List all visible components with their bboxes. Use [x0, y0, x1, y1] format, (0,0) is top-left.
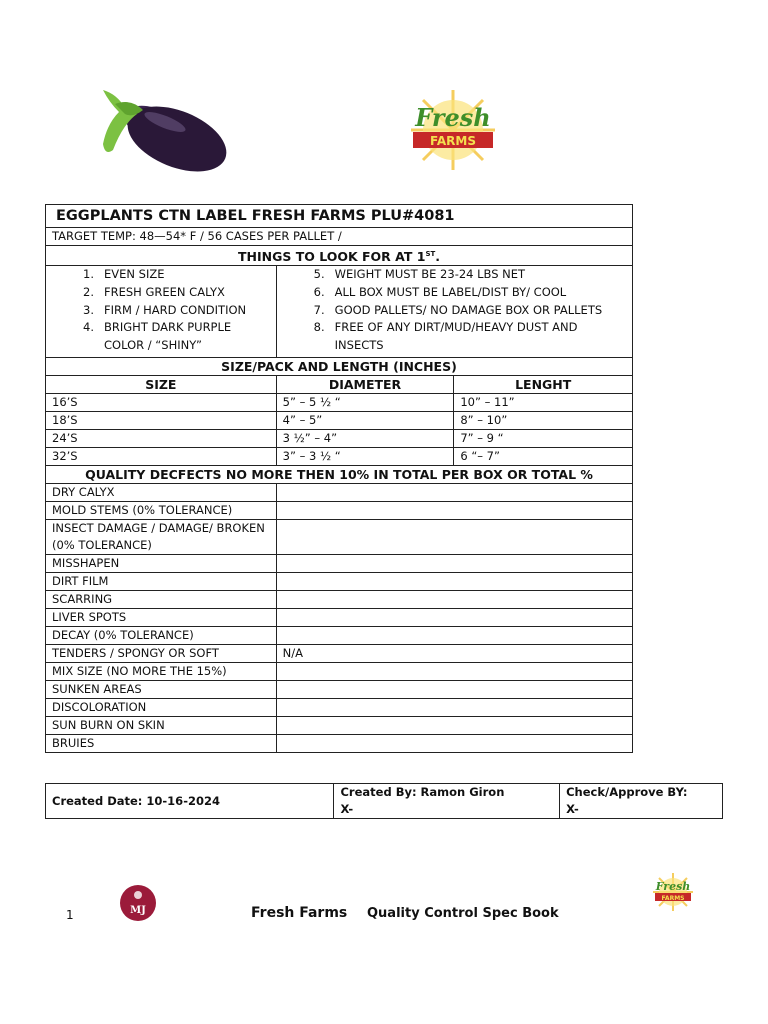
list-item: 1. EVEN SIZE	[83, 267, 165, 282]
defect-row: TENDERS / SPONGY OR SOFT N/A	[46, 644, 633, 662]
mj-text: MJ	[130, 905, 146, 916]
spec-title: EGGPLANTS CTN LABEL FRESH FARMS PLU#4081	[46, 205, 633, 228]
defect-row: DISCOLORATION	[46, 698, 633, 716]
defect-row: MOLD STEMS (0% TOLERANCE)	[46, 501, 633, 519]
defect-row: BRUIES	[46, 734, 633, 752]
size-col-header: SIZE	[46, 375, 277, 393]
fresh-farms-logo-small	[651, 872, 695, 912]
look-for-right	[276, 266, 632, 358]
defect-row: INSECT DAMAGE / DAMAGE/ BROKEN (0% TOLERANCE)	[46, 519, 633, 554]
target-temp: TARGET TEMP: 48—54* F / 56 CASES PER PALLET /	[46, 228, 633, 246]
table-row: 24’S 3 ½” – 4” 7” – 9 “	[46, 429, 633, 447]
page-number: 1	[66, 908, 74, 922]
defect-row: SUN BURN ON SKIN	[46, 716, 633, 734]
defect-row: DIRT FILM	[46, 572, 633, 590]
defect-row: DECAY (0% TOLERANCE)	[46, 626, 633, 644]
svg-text:FARMS: FARMS	[661, 895, 685, 902]
mj-logo	[119, 884, 157, 922]
look-for-heading: THINGS TO LOOK FOR AT 1ST.	[46, 246, 633, 266]
logo-top-text: Fresh	[415, 103, 491, 132]
defect-row: SUNKEN AREAS	[46, 680, 633, 698]
list-item: 8. FREE OF ANY DIRT/MUD/HEAVY DUST AND INSECTS	[313, 320, 578, 352]
list-item: 6. ALL BOX MUST BE LABEL/DIST BY/ COOL	[313, 284, 567, 299]
table-row: 18’S 4” – 5” 8” – 10”	[46, 411, 633, 429]
defect-row: MISSHAPEN	[46, 554, 633, 572]
list-item: 7. GOOD PALLETS/ NO DAMAGE BOX OR PALLETS	[313, 302, 603, 317]
diameter-col-header: DIAMETER	[276, 375, 454, 393]
list-item: 5. WEIGHT MUST BE 23-24 LBS NET	[313, 267, 526, 282]
defect-row: SCARRING	[46, 590, 633, 608]
fresh-farms-logo	[405, 88, 501, 172]
eggplant-image	[95, 84, 235, 184]
look-for-left	[46, 266, 277, 358]
footer-company: Fresh Farms	[251, 905, 348, 921]
created-date: Created Date: 10-16-2024	[46, 784, 334, 819]
size-heading: SIZE/PACK AND LENGTH (INCHES)	[46, 357, 633, 375]
defect-row: DRY CALYX	[46, 483, 633, 501]
defects-heading: QUALITY DECFECTS NO MORE THEN 10% IN TOTAL PER BOX OR TOTAL %	[46, 465, 633, 483]
list-item: 2. FRESH GREEN CALYX	[83, 284, 225, 299]
signoff-table	[45, 783, 723, 819]
table-row: 32’S 3” – 3 ½ “ 6 “– 7”	[46, 447, 633, 465]
spec-table	[45, 204, 633, 753]
length-col-header: LENGHT	[454, 375, 633, 393]
list-item: 3. FIRM / HARD CONDITION	[83, 302, 247, 317]
svg-text:Fresh: Fresh	[655, 880, 691, 893]
footer-book: Quality Control Spec Book	[367, 906, 559, 921]
defect-row: LIVER SPOTS	[46, 608, 633, 626]
table-row: 16’S 5” – 5 ½ “ 10” – 11”	[46, 393, 633, 411]
list-item: 4. BRIGHT DARK PURPLE COLOR / “SHINY”	[83, 320, 232, 352]
check-approve: Check/Approve BY: X-	[560, 784, 723, 819]
logo-bottom-text: FARMS	[430, 134, 476, 148]
defect-row: MIX SIZE (NO MORE THE 15%)	[46, 662, 633, 680]
created-by: Created By: Ramon Giron X-	[334, 784, 560, 819]
